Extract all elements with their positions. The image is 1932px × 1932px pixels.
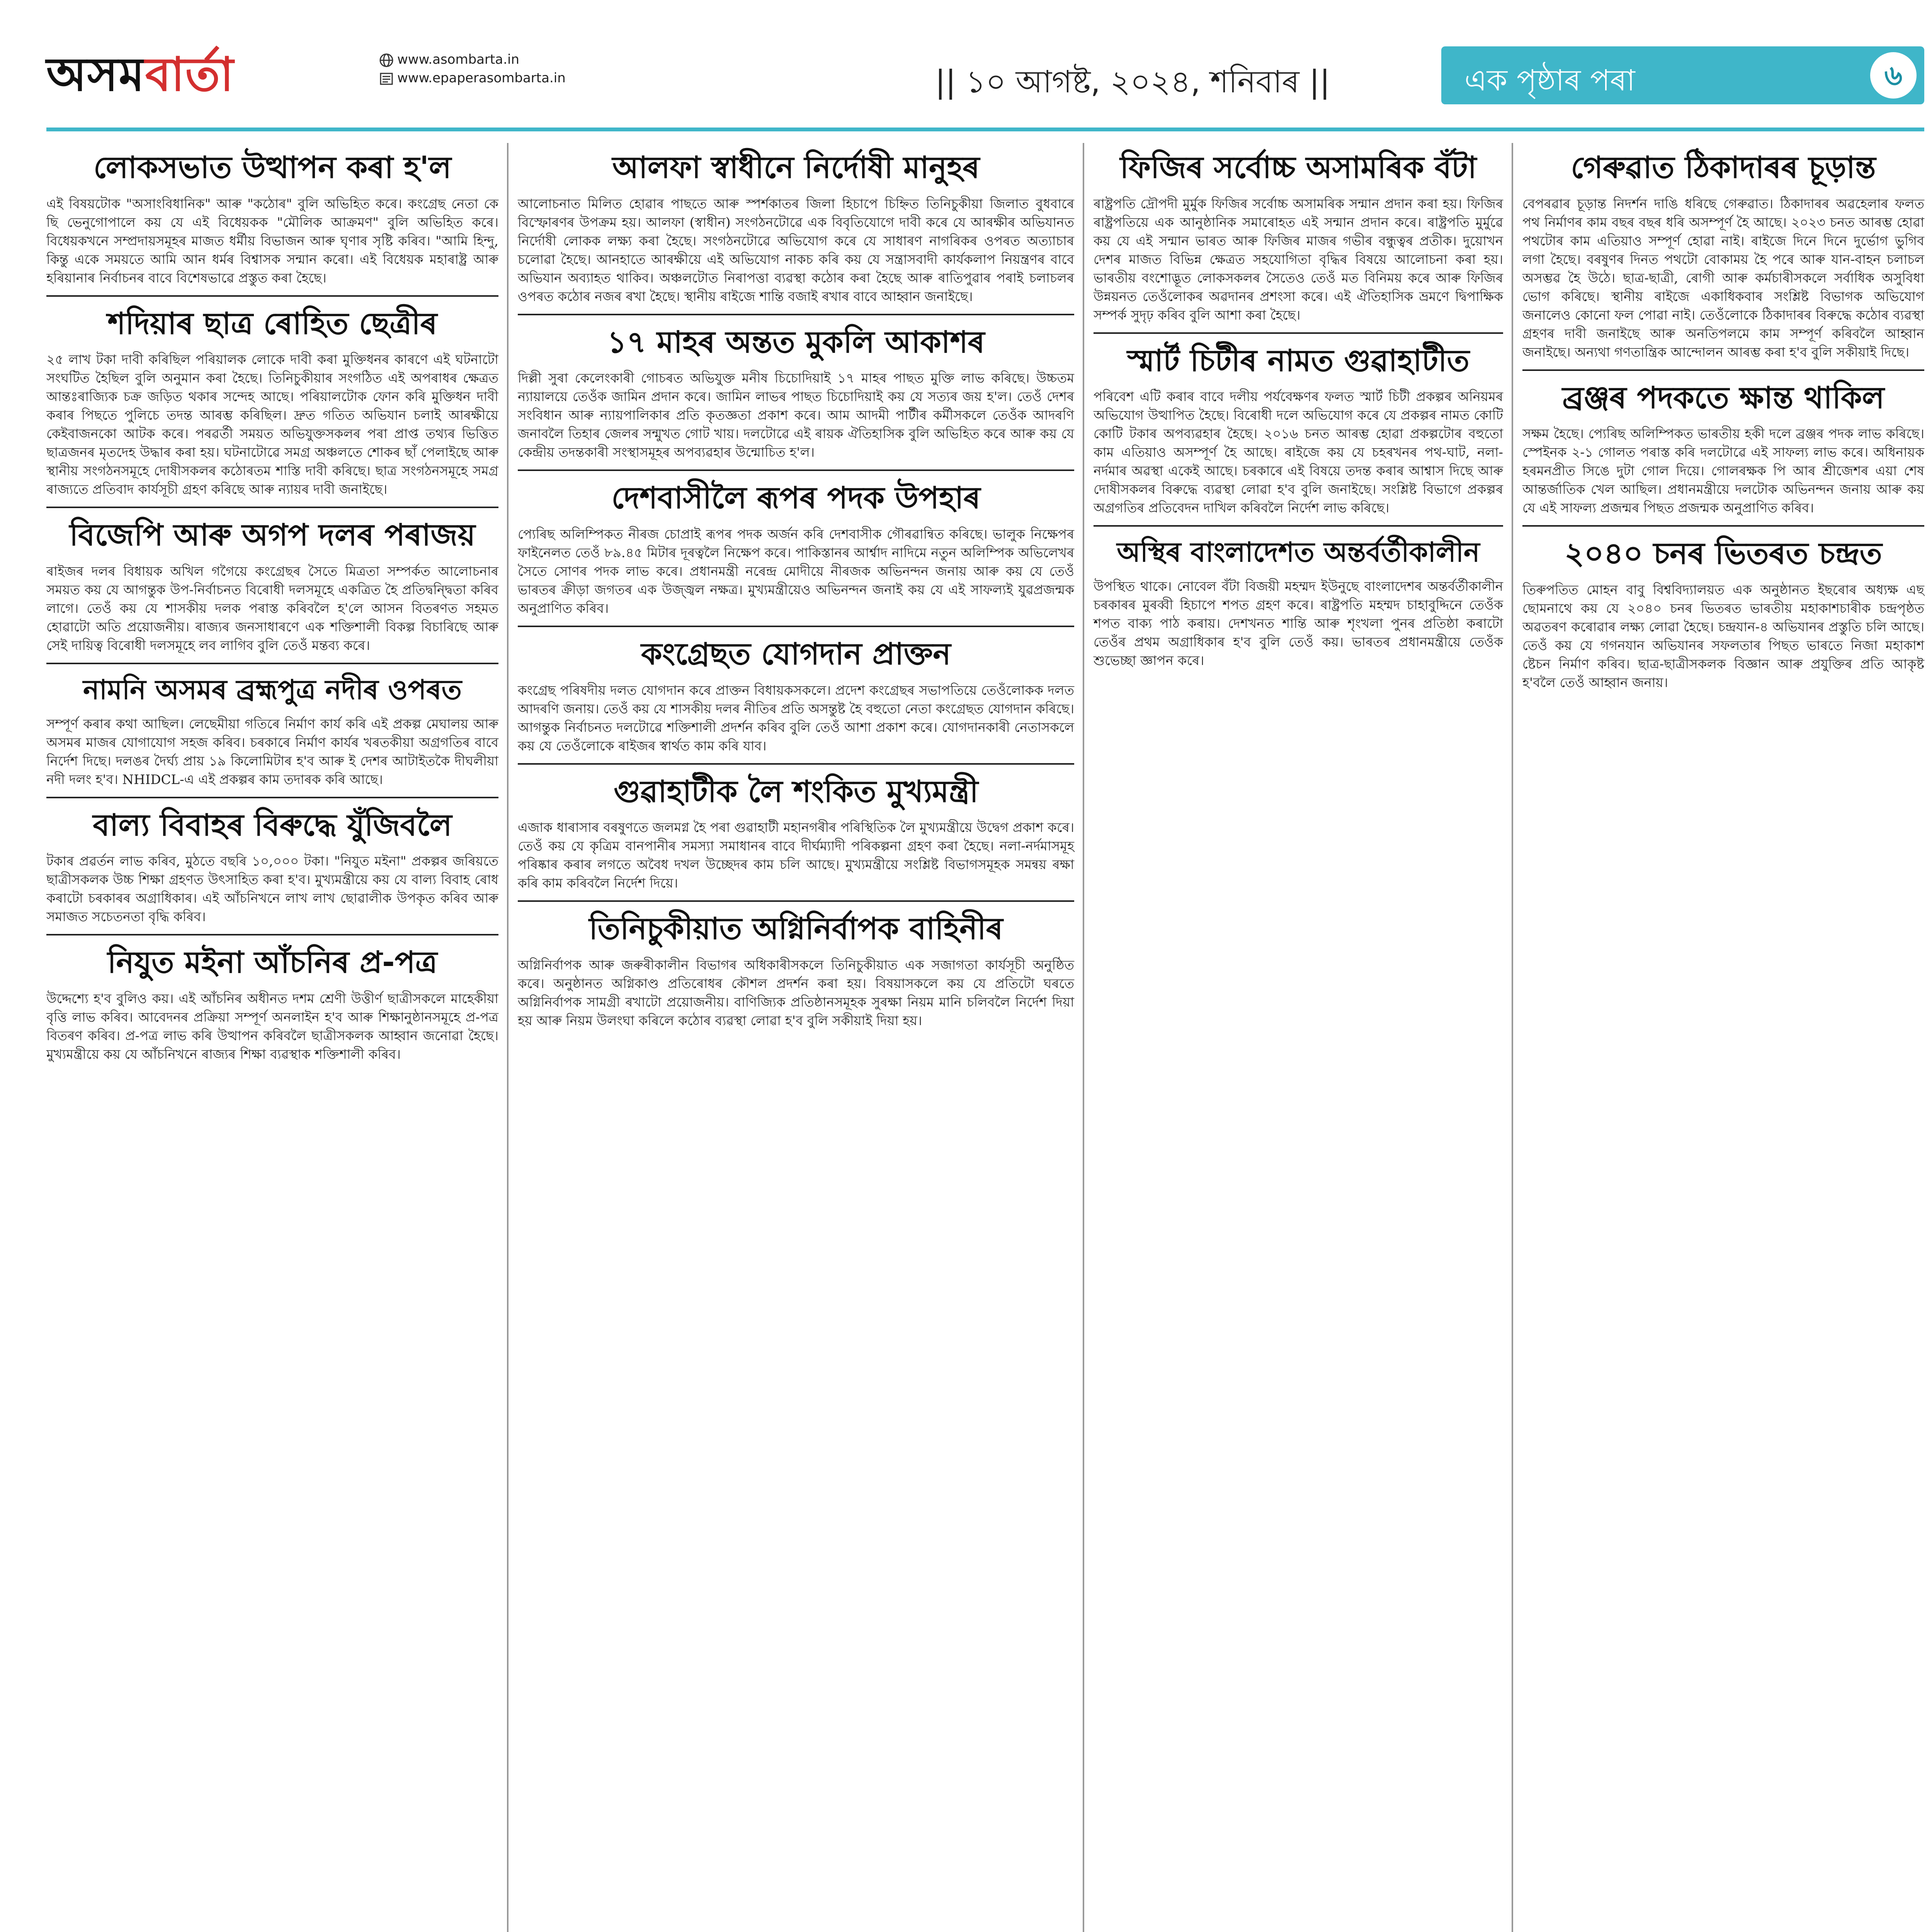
story-body: কংগ্ৰেছ পৰিষদীয় দলত যোগদান কৰে প্ৰাক্তন বিধায়কসকলে। প্ৰদেশ কংগ্ৰেছৰ সভাপতিয়ে তেওঁলোকক দলত আদৰণি জনায়। তেওঁ কয় যে শাসকীয় দলৰ নীতিৰ প্ৰতি অসন্তুষ্ট হৈ বহুতো নেতা কংগ্ৰেছত যোগদান কৰিছে। আগন্তুক নিৰ্বাচনত দলটোৱে শক্তিশালী প্ৰদৰ্শন কৰিব বুলি তেওঁ আশা প্ৰকাশ কৰে। যোগদানকাৰী নেতাসকলে কয় যে তেওঁলোকে ৰাইজৰ স্বাৰ্থত কাম কৰি যাব। [518, 682, 1074, 754]
story-headline: তিনিচুকীয়াত অগ্নিনিৰ্বাপক বাহিনীৰ [589, 912, 1003, 947]
news-story [46, 946, 498, 1071]
story-body: এজাক ধাৰাসাৰ বৰষুণতে জলমগ্ন হৈ পৰা গুৱাহাটী মহানগৰীৰ পৰিস্থিতিক লৈ মুখ্যমন্ত্ৰীয়ে উদ্বেগ প্ৰকাশ কৰে। তেওঁ কয় যে কৃত্ৰিম বানপানীৰ সমস্যা সমাধানৰ বাবে দীৰ্ঘম্যাদী পৰিকল্পনা গ্ৰহণ কৰা হৈছে। নলা-নৰ্দমাসমূহ পৰিষ্কাৰ কৰাৰ লগতে অবৈধ দখল উচ্ছেদৰ কাম চলি আছে। মুখ্যমন্ত্ৰীয়ে সংশ্লিষ্ট বিভাগসমূহক সমন্বয় ৰক্ষা কৰি কাম কৰিবলৈ নিৰ্দেশ দিয়ে। [518, 820, 1074, 891]
news-story [1094, 151, 1503, 334]
story-body: উদ্দেশ্যে হ'ব বুলিও কয়। এই আঁচনিৰ অধীনত দশম শ্ৰেণী উত্তীৰ্ণ ছাত্ৰীসকলে মাহেকীয়া বৃত্তি লাভ কৰিব। আবেদনৰ প্ৰক্ৰিয়া সম্পূৰ্ণ অনলাইন হ'ব আৰু শিক্ষানুষ্ঠানসমূহে প্ৰ-পত্ৰ বিতৰণ কৰিব। প্ৰ-পত্ৰ লাভ কৰি উত্থাপন কৰিবলৈ ছাত্ৰীসকলক আহ্বান জনোৱা হৈছে। মুখ্যমন্ত্ৰীয়ে কয় যে আঁচনিখনে ৰাজ্যৰ শিক্ষা ব্যৱস্থাক শক্তিশালী কৰিব। [46, 991, 498, 1062]
story-headline: দেশবাসীলৈ ৰূপৰ পদক উপহাৰ [611, 481, 981, 516]
story-headline: বাল্য বিবাহৰ বিৰুদ্ধে যুঁজিবলৈ [93, 808, 452, 843]
logo-part-1: অসম [46, 48, 145, 102]
news-story [1094, 344, 1503, 527]
story-body: ৰাষ্ট্ৰপতি দ্ৰৌপদী মুৰ্মুক ফিজিৰ সৰ্বোচ্চ অসামৰিক সন্মান প্ৰদান কৰা হয়। ফিজিৰ ৰাষ্ট্ৰপতিয়ে এক আনুষ্ঠানিক সমাৰোহত এই সন্মান প্ৰদান কৰে। ৰাষ্ট্ৰপতি মুৰ্মুৱে কয় যে এই সন্মান ভাৰত আৰু ফিজিৰ মাজৰ গভীৰ বন্ধুত্বৰ প্ৰতীক। দুয়োখন দেশৰ মাজত বিভিন্ন ক্ষেত্ৰত সহযোগিতা বৃদ্ধিৰ বিষয়ে আলোচনা কৰা হয়। ভাৰতীয় বংশোদ্ভূত লোকসকলৰ সৈতেও তেওঁ মত বিনিময় কৰে আৰু ফিজিৰ উন্নয়নত তেওঁলোকৰ অৱদানৰ প্ৰশংসা কৰে। এই ঐতিহাসিক ভ্ৰমণে দ্বিপাক্ষিক সম্পৰ্ক সুদৃঢ় কৰিব বুলি আশা কৰা হৈছে। [1094, 196, 1503, 323]
story-headline: বিজেপি আৰু অগপ দলৰ পৰাজয় [69, 518, 476, 553]
newspaper-logo [46, 39, 234, 116]
story-headline: স্মাৰ্ট চিটীৰ নামত গুৱাহাটীত [1127, 343, 1469, 378]
epaper-link-text: www.epaperasombarta.in [397, 70, 566, 86]
page-number: ৬ [1870, 52, 1917, 99]
story-headline: গেৰুৱাত ঠিকাদাৰৰ চূড়ান্ত [1571, 150, 1876, 185]
globe-icon [379, 53, 394, 68]
epaper-link[interactable] [379, 69, 566, 87]
story-body: সম্পূৰ্ণ কৰাৰ কথা আছিল। লেছেমীয়া গতিৰে নিৰ্মাণ কাৰ্য কৰি এই প্ৰকল্প মেঘালয় আৰু অসমৰ মাজৰ যোগাযোগ সহজ কৰিব। চৰকাৰে নিৰ্মাণ কাৰ্যৰ খৰতকীয়া অগ্ৰগতিৰ বাবে নিৰ্দেশ দিছে। দলঙৰ দৈৰ্ঘ্য প্ৰায় ১৯ কিলোমিটাৰ হ'ব আৰু ই দেশৰ আটাইতকৈ দীঘলীয়া নদী দলং হ'ব। NHIDCL-এ এই প্ৰকল্পৰ কাম তদাৰক কৰি আছে। [46, 716, 498, 787]
masthead-links [379, 50, 566, 87]
story-body: দিল্লী সুৰা কেলেংকাৰী গোচৰত অভিযুক্ত মনীষ চিচোদিয়াই ১৭ মাহৰ পাছত মুক্তি লাভ কৰিছে। উচ্চতম ন্যায়ালয়ে তেওঁক জামিন প্ৰদান কৰে। জামিন লাভৰ পাছত চিচোদিয়াই কয় যে সত্যৰ জয় হ'ল। তেওঁ দেশৰ সংবিধান আৰু ন্যায়পালিকাৰ প্ৰতি কৃতজ্ঞতা প্ৰকাশ কৰে। আম আদমী পাৰ্টীৰ কৰ্মীসকলে তেওঁক আদৰণি জনাবলৈ তিহাৰ জেলৰ সন্মুখত গোট খায়। দলটোৱে এই ৰায়ক ঐতিহাসিক বুলি অভিহিত কৰে আৰু কয় যে কেন্দ্ৰীয় তদন্তকাৰী সংস্থাসমূহৰ অপব্যৱহাৰ উন্মোচিত হ'ল। [518, 371, 1074, 461]
story-body: বেপৰৱাৰ চূড়ান্ত নিদৰ্শন দাঙি ধৰিছে গেৰুৱাত। ঠিকাদাৰৰ অৱহেলাৰ ফলত পথ নিৰ্মাণৰ কাম বছৰ বছৰ ধৰি অসম্পূৰ্ণ হৈ আছে। ২০২৩ চনত আৰম্ভ হোৱা পথটোৰ কাম এতিয়াও সম্পূৰ্ণ হোৱা নাই। ৰাইজে দিনে দিনে দুৰ্ভোগ ভুগিব লগা হৈছে। বৰষুণৰ দিনত পথটো বোকাময় হৈ পৰে আৰু যান-বাহন চলাচল অসম্ভৱ হৈ উঠে। ছাত্ৰ-ছাত্ৰী, ৰোগী আৰু কৰ্মচাৰীসকলে সৰ্বাধিক অসুবিধা ভোগ কৰিছে। স্থানীয় ৰাইজে একাধিকবাৰ সংশ্লিষ্ট বিভাগক অভিযোগ জনালেও কোনো ফল পোৱা নাই। তেওঁলোকে ঠিকাদাৰৰ বিৰুদ্ধে কঠোৰ ব্যৱস্থা গ্ৰহণৰ দাবী জনাইছে আৰু অনতিপলমে কাম সম্পূৰ্ণ কৰিবলৈ আহ্বান জনাইছে। অন্যথা গণতান্ত্ৰিক আন্দোলন আৰম্ভ কৰা হ'ব বুলি সকীয়াই দিছে। [1522, 196, 1924, 360]
story-headline: ব্ৰঞ্জৰ পদকতে ক্ষান্ত থাকিল [1562, 380, 1884, 415]
news-story [518, 637, 1074, 765]
news-story [46, 151, 498, 297]
news-story [46, 808, 498, 936]
story-body: সক্ষম হৈছে। প্যেৰিছ অলিম্পিকত ভাৰতীয় হকী দলে ব্ৰঞ্জৰ পদক লাভ কৰিছে। স্পেইনক ২-১ গোলত পৰাস্ত কৰি দলটোৱে এই সাফল্য লাভ কৰে। অধিনায়ক হৰমনপ্ৰীত সিঙে দুটা গোল দিয়ে। গোলৰক্ষক পি আৰ শ্ৰীজেশৰ এয়া শেষ আন্তৰ্জাতিক খেল আছিল। প্ৰধানমন্ত্ৰীয়ে দলটোক অভিনন্দন জনায় আৰু কয় যে এই সাফল্য প্ৰজন্মৰ পিছত প্ৰজন্মক অনুপ্ৰাণিত কৰিব। [1522, 426, 1924, 516]
column-3 [1094, 143, 1503, 688]
news-story [518, 325, 1074, 471]
column-divider [507, 143, 509, 1932]
story-headline: শদিয়াৰ ছাত্ৰ ৰোহিত ছেত্ৰীৰ [107, 306, 437, 341]
story-body: প্যেৰিছ অলিম্পিকত নীৰজ চোপ্ৰাই ৰূপৰ পদক অৰ্জন কৰি দেশবাসীক গৌৰৱান্বিত কৰিছে। ভালুক নিক্ষেপৰ ফাইনেলত তেওঁ ৮৯.৪৫ মিটাৰ দূৰত্বলৈ নিক্ষেপ কৰে। পাকিস্তানৰ আৰ্শ্বাদ নাদিমে নতুন অলিম্পিক অভিলেখৰ সৈতে সোণৰ পদক লাভ কৰে। প্ৰধানমন্ত্ৰী নৰেন্দ্ৰ মোদীয়ে নীৰজক অভিনন্দন জনায় আৰু কয় যে তেওঁ ভাৰতৰ ক্ৰীড়া জগতৰ এক উজ্জ্বল নক্ষত্ৰ। মুখ্যমন্ত্ৰীয়েও অভিনন্দন জনাই কয় যে এই সাফল্যই যুৱপ্ৰজন্মক অনুপ্ৰাণিত কৰিব। [518, 527, 1074, 617]
news-story [46, 674, 498, 798]
news-story [1522, 151, 1924, 371]
column-divider [1083, 143, 1084, 1932]
news-story [518, 151, 1074, 315]
story-headline: নিযুত মইনা আঁচনিৰ প্ৰ-পত্ৰ [107, 945, 437, 980]
story-headline: নামনি অসমৰ ব্ৰহ্মপুত্ৰ নদীৰ ওপৰত [83, 674, 462, 706]
news-story [46, 518, 498, 664]
column-4 [1522, 143, 1924, 710]
story-body: টকাৰ প্ৰৱৰ্তন লাভ কৰিব, মুঠতে বছৰি ১০,০০০ টকা। "নিযুত মইনা" প্ৰকল্পৰ জৰিয়তে ছাত্ৰীসকলক উচ্চ শিক্ষা গ্ৰহণত উৎসাহিত কৰা হ'ব। মুখ্যমন্ত্ৰীয়ে কয় যে বাল্য বিবাহ ৰোধ কৰাটো চৰকাৰৰ অগ্ৰাধিকাৰ। এই আঁচনিখনে লাখ লাখ ছোৱালীক উপকৃত কৰিব আৰু সমাজত সচেতনতা বৃদ্ধি কৰিব। [46, 854, 498, 925]
column-1 [46, 143, 498, 1082]
story-body: ৰাইজৰ দলৰ বিধায়ক অখিল গগৈয়ে কংগ্ৰেছৰ সৈতে মিত্ৰতা সম্পৰ্কত আলোচনাৰ সময়ত কয় যে আগন্তুক উপ-নিৰ্বাচনত বিৰোধী দলসমূহে একত্ৰিত হৈ প্ৰতিদ্বন্দ্বিতা কৰিব লাগে। তেওঁ কয় যে শাসকীয় দলক পৰাস্ত কৰিবলৈ হ'লে আসন বিতৰণত সহমত হোৱাটো অতি প্ৰয়োজনীয়। ৰাজ্যৰ জনসাধাৰণে এক শক্তিশালী বিকল্প বিচাৰিছে আৰু সেই দায়িত্ব বিৰোধী দলসমূহে লব লাগিব বুলি তেওঁ মন্তব্য কৰে। [46, 564, 498, 654]
story-body: পৰিবেশ এটি কৰাৰ বাবে দলীয় পৰ্যবেক্ষণৰ ফলত স্মাৰ্ট চিটী প্ৰকল্পৰ অনিয়মৰ অভিযোগ উত্থাপিত হৈছে। বিৰোধী দলে অভিযোগ কৰে যে প্ৰকল্পৰ নামত কোটি কোটি টকাৰ অপব্যৱহাৰ হৈছে। ২০১৬ চনত আৰম্ভ হোৱা প্ৰকল্পটোৰ বহুতো কাম এতিয়াও অসম্পূৰ্ণ হৈ আছে। ৰাইজে কয় যে চহৰখনৰ পথ-ঘাট, নলা-নৰ্দমাৰ অৱস্থা একেই আছে। চৰকাৰে এই বিষয়ে তদন্ত কৰাৰ আশ্বাস দিছে আৰু দোষীসকলৰ বিৰুদ্ধে ব্যৱস্থা লোৱা হ'ব বুলি জনাইছে। সংশ্লিষ্ট বিভাগে প্ৰকল্পৰ অগ্ৰগতিৰ প্ৰতিবেদন দাখিল কৰিবলৈ নিৰ্দেশ লাভ কৰিছে। [1094, 389, 1503, 516]
column-2 [518, 143, 1074, 1048]
masthead-divider [46, 128, 1924, 131]
news-story [518, 481, 1074, 627]
news-story [46, 307, 498, 509]
website-link[interactable] [379, 50, 566, 69]
story-headline: অস্থিৰ বাংলাদেশত অন্তৰ্বৰ্তীকালীন [1117, 536, 1480, 568]
news-story [1094, 537, 1503, 678]
story-headline: আলফা স্বাধীনে নিৰ্দোষী মানুহৰ [612, 150, 980, 185]
story-body: ২৫ লাখ টকা দাবী কৰিছিল পৰিয়ালক লোকে দাবী কৰা মুক্তিধনৰ কাৰণে এই ঘটনাটো সংঘটিত হৈছিল বুলি অনুমান কৰা হৈছে। তিনিচুকীয়াৰ সংগঠিত এই অপৰাধৰ ক্ষেত্ৰত আন্তঃৰাজ্যিক চক্ৰ জড়িত থকাৰ সন্দেহ আছে। পৰিয়ালটোক ফোন কৰি মুক্তিধন দাবী কৰাৰ পিছতে পুলিচে তদন্ত আৰম্ভ কৰিছিল। দ্ৰুত গতিত অভিযান চলাই আৰক্ষীয়ে কেইবাজনকো আটক কৰে। পৰৱৰ্তী সময়ত অভিযুক্তসকলৰ পৰা প্ৰাপ্ত তথ্যৰ ভিত্তিত ছাত্ৰজনৰ মৃতদেহ উদ্ধাৰ কৰা হয়। ঘটনাটোৱে সমগ্ৰ অঞ্চলতে শোকৰ ছাঁ পেলাইছে আৰু স্থানীয় সংগঠনসমূহে দোষীসকলৰ কঠোৰতম শাস্তি দাবী কৰিছে। ছাত্ৰ সংগঠনসমূহে সমগ্ৰ ৰাজ্যতে প্ৰতিবাদ কাৰ্যসূচী গ্ৰহণ কৰিছে আৰু ন্যায়ৰ দাবী জনাইছে। [46, 352, 498, 498]
newspaper-icon [379, 71, 394, 87]
logo-part-2: বার্তা [145, 48, 235, 102]
news-story [1522, 381, 1924, 527]
story-headline: কংগ্ৰেছত যোগদান প্ৰাক্তন [641, 637, 951, 672]
news-story [518, 912, 1074, 1038]
news-story [518, 775, 1074, 902]
issue-date: || ১০ আগষ্ট, ২০২৪, শনিবাৰ || [935, 64, 1330, 100]
story-body: অগ্নিনিৰ্বাপক আৰু জৰুৰীকালীন বিভাগৰ অধিকাৰীসকলে তিনিচুকীয়াত এক সজাগতা কাৰ্যসূচী অনুষ্ঠিত কৰে। অনুষ্ঠানত অগ্নিকাণ্ড প্ৰতিৰোধৰ কৌশল প্ৰদৰ্শন কৰা হয়। বিষয়াসকলে কয় যে প্ৰতিটো ঘৰতে অগ্নিনিৰ্বাপক সামগ্ৰী ৰখাটো প্ৰয়োজনীয়। বাণিজ্যিক প্ৰতিষ্ঠানসমূহক সুৰক্ষা নিয়ম মানি চলিবলৈ নিৰ্দেশ দিয়া হয় আৰু নিয়ম উলংঘা কৰিলে কঠোৰ ব্যৱস্থা লোৱা হ'ব বুলি সকীয়াই দিয়া হয়। [518, 957, 1074, 1029]
story-headline: লোকসভাত উত্থাপন কৰা হ'ল [94, 150, 451, 185]
story-headline: ২০৪০ চনৰ ভিতৰত চন্দ্ৰত [1565, 536, 1882, 571]
column-divider [1512, 143, 1513, 1932]
story-headline: ১৭ মাহৰ অন্তত মুকলি আকাশৰ [607, 325, 985, 360]
website-link-text: www.asombarta.in [397, 52, 519, 67]
masthead [46, 23, 1924, 124]
page-tag-label: এক পৃষ্ঠাৰ পৰা [1464, 63, 1635, 97]
story-body: এই বিষয়টোক "অসাংবিধানিক" আৰু "কঠোৰ" বুলি অভিহিত কৰে। কংগ্ৰেছ নেতা কে ছি ভেনুগোপালে কয় যে এই বিধেয়কক "মৌলিক আক্ৰমণ" বুলি অভিহিত কৰে। বিধেয়কখনে সম্প্ৰদায়সমূহৰ মাজত ধৰ্মীয় বিভাজন আৰু ঘৃণাৰ সৃষ্টি কৰিব। "আমি হিন্দু, কিন্তু একে সময়তে আমি আন ধৰ্মৰ বিশ্বাসক সন্মান কৰো। এই বিধেয়ক মহাৰাষ্ট্ৰ আৰু হৰিয়ানাৰ নিৰ্বাচনৰ বাবে বিশেষভাৱে প্ৰস্তুত কৰা হৈছে। [46, 196, 498, 286]
story-body: উপস্থিত থাকে। নোবেল বঁটা বিজয়ী মহম্মদ ইউনুছে বাংলাদেশৰ অন্তৰ্বৰ্তীকালীন চৰকাৰৰ মুৰব্বী হিচাপে শপত গ্ৰহণ কৰে। ৰাষ্ট্ৰপতি মহম্মদ চাহাবুদ্দিনে তেওঁক শপত বাক্য পাঠ কৰায়। দেশখনত শান্তি আৰু শৃংখলা পুনৰ প্ৰতিষ্ঠা কৰাটো তেওঁৰ প্ৰথম অগ্ৰাধিকাৰ হ'ব বুলি তেওঁ কয়। ভাৰতৰ প্ৰধানমন্ত্ৰীয়ে তেওঁক শুভেচ্ছা জ্ঞাপন কৰে। [1094, 578, 1503, 668]
story-headline: গুৱাহাটীক লৈ শংকিত মুখ্যমন্ত্ৰী [614, 774, 978, 809]
news-story [1522, 537, 1924, 700]
story-body: তিৰুপতিত মোহন বাবু বিশ্ববিদ্যালয়ত এক অনুষ্ঠানত ইছৰোৰ অধ্যক্ষ এছ ছোমনাথে কয় যে ২০৪০ চনৰ ভিতৰত ভাৰতীয় মহাকাশচাৰীক চন্দ্ৰপৃষ্ঠত অৱতৰণ কৰোৱাৰ লক্ষ্য লোৱা হৈছে। চন্দ্ৰযান-৪ অভিযানৰ প্ৰস্তুতি চলি আছে। তেওঁ কয় যে গগনযান অভিযানৰ সফলতাৰ পিছত ভাৰতে নিজা মহাকাশ ষ্টেচন নিৰ্মাণ কৰিব। ছাত্ৰ-ছাত্ৰীসকলক বিজ্ঞান আৰু প্ৰযুক্তিৰ প্ৰতি আকৃষ্ট হ'বলৈ তেওঁ আহ্বান জনায়। [1522, 582, 1924, 691]
story-body: আলোচনাত মিলিত হোৱাৰ পাছতে আৰু স্পৰ্শকাতৰ জিলা হিচাপে চিহ্নিত তিনিচুকীয়া জিলাত বুধবাৰে বিস্ফোৰণৰ উপক্ৰম হয়। আলফা (স্বাধীন) সংগঠনটোৱে এক বিবৃতিযোগে দাবী কৰে যে আৰক্ষীৰ অভিযানত নিৰ্দোষী লোকক লক্ষ্য কৰা হৈছে। সংগঠনটোৱে অভিযোগ কৰে যে সাধাৰণ নাগৰিকৰ ওপৰত অত্যাচাৰ চলোৱা হৈছে। আনহাতে আৰক্ষীয়ে এই অভিযোগ নাকচ কৰি কয় যে সন্ত্ৰাসবাদী কাৰ্যকলাপ নিয়ন্ত্ৰণৰ বাবে অভিযান অব্যাহত থাকিব। অঞ্চলটোত নিৰাপত্তা ব্যৱস্থা কঠোৰ কৰা হৈছে আৰু ৰাতিপুৱাৰ পৰাই চলাচলৰ ওপৰত কঠোৰ নজৰ ৰখা হৈছে। স্থানীয় ৰাইজে শান্তি বজাই ৰখাৰ বাবে আহ্বান জনাইছে। [518, 196, 1074, 304]
story-headline: ফিজিৰ সৰ্বোচ্চ অসামৰিক বঁটা [1120, 150, 1477, 185]
page-continuation-tag [1441, 46, 1924, 104]
